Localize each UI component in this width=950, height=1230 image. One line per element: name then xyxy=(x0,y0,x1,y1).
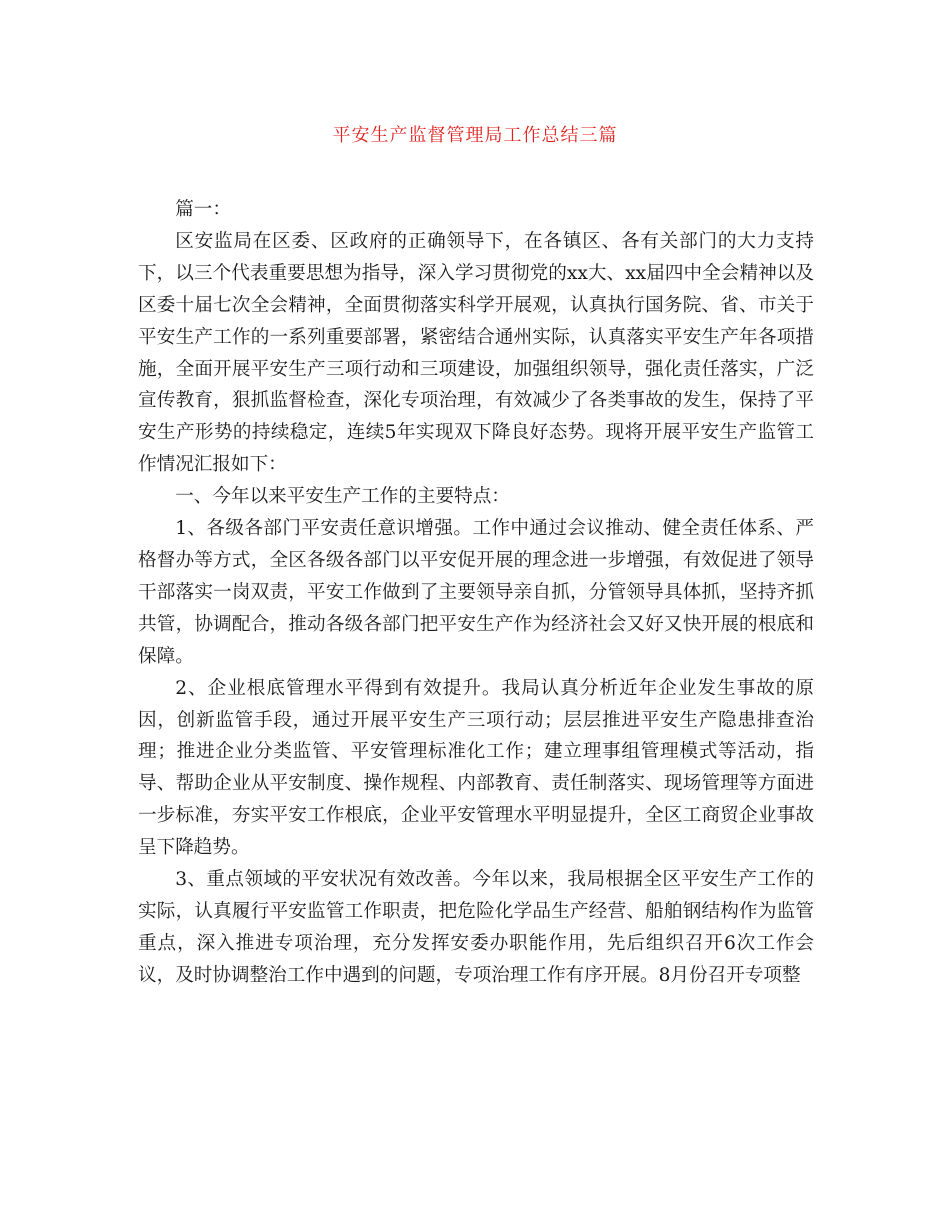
document-title: 平安生产监督管理局工作总结三篇 xyxy=(332,125,618,146)
paragraph-point-1: 1、各级各部门平安责任意识增强。工作中通过会议推动、健全责任体系、严格督办等方式，全区各级各部门以平安促开展的理念进一步增强，有效促进了领导干部落实一岗双责，平安工作做到了主要领导亲自抓，分管领导具体抓，坚持齐抓共管，协调配合，推动各级各部门把平安生产作为经济社会又好又快开展的根底和保障。 xyxy=(138,518,814,667)
paragraph-point-2: 2、企业根底管理水平得到有效提升。我局认真分析近年企业发生事故的原因，创新监管手段，通过开展平安生产三项行动；层层推进平安生产隐患排查治理；推进企业分类监管、平安管理标准化工作；建立理事组管理模式等活动，指导、帮助企业从平安制度、操作规程、内部教育、责任制落实、现场管理等方面进一步标准，夯实平安工作根底，企业平安管理水平明显提升，全区工商贸企业事故呈下降趋势。 xyxy=(138,677,814,859)
document-body xyxy=(138,194,814,992)
paragraph-intro: 区安监局在区委、区政府的正确领导下，在各镇区、各有关部门的大力支持下，以三个代表重要思想为指导，深入学习贯彻党的xx大、xx届四中全会精神以及区委十届七次全会精神，全面贯彻落实科学开展观，认真执行国务院、省、市关于平安生产工作的一系列重要部署，紧密结合通州实际，认真落实平安生产年各项措施，全面开展平安生产三项行动和三项建设，加强组织领导，强化责任落实，广泛宣传教育，狠抓监督检查，深化专项治理，有效减少了各类事故的发生，保持了平安生产形势的持续稳定，连续5年实现双下降良好态势。现将开展平安生产监管工作情况汇报如下： xyxy=(138,230,814,476)
paragraph-point-3: 3、重点领域的平安状况有效改善。今年以来，我局根据全区平安生产工作的实际，认真履行平安监管工作职责，把危险化学品生产经营、船舶钢结构作为监管重点，深入推进专项治理，充分发挥安委办职能作用，先后组织召开6次工作会议，及时协调整治工作中遇到的问题，专项治理工作有序开展。8月份召开专项整 xyxy=(138,869,814,986)
section-heading-part-one: 篇一： xyxy=(175,199,231,220)
section-heading-main-features: 一、今年以来平安生产工作的主要特点： xyxy=(175,486,510,508)
